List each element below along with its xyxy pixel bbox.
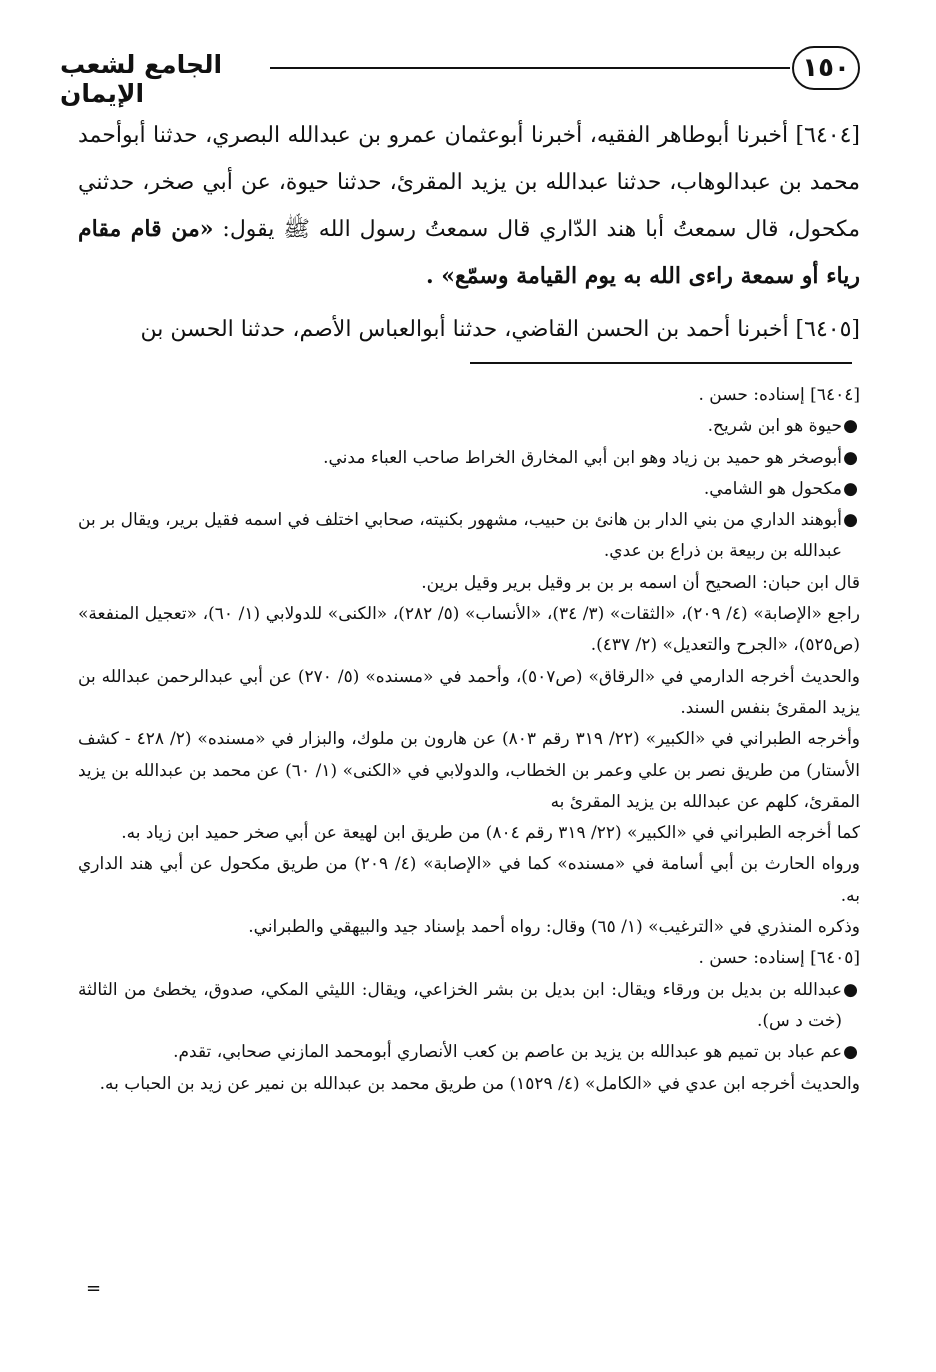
running-title: الجامع لشعب الإيمان bbox=[60, 50, 223, 108]
note-paragraph: كما أخرجه الطبراني في «الكبير» (٢٢/ ٣١٩ رقم ٨٠٤) من طريق ابن لهيعة عن أبي صخر حميد ابن زياد به. bbox=[121, 823, 860, 844]
list-item: ● عبدالله بن بديل بن ورقاء ويقال: ابن بديل بن بشر الخزاعي، ويقال: الليثي المكي، صدوق، يخطئ من الثالثة (خت د س). bbox=[78, 975, 842, 1038]
footnote-divider bbox=[470, 362, 852, 364]
note-paragraph: والحديث أخرجه الدارمي في «الرقاق» (ص٥٠٧)، وأحمد في «مسنده» (٥/ ٢٧٠) عن أبي عبدالرحمن عبدالله بن يزيد المقرئ بنفس السند. bbox=[78, 666, 861, 718]
footnotes bbox=[78, 380, 860, 1100]
hadith-6404 bbox=[78, 112, 860, 300]
hadith-6404-matn: «من قام مقام رياء أو سمعة راءى الله به يوم القيامة وسمّع» . bbox=[78, 216, 860, 289]
note-paragraph: ورواه الحارث بن أبي أسامة في «مسنده» كما في «الإصابة» (٤/ ٢٠٩) من طريق مكحول عن أبي هند الداري به. bbox=[78, 854, 861, 906]
bullet-icon: ● bbox=[843, 447, 858, 468]
hadith-6405: [٦٤٠٥] أخبرنا أحمد بن الحسن القاضي، حدثنا أبوالعباس الأصم، حدثنا الحسن بن bbox=[140, 317, 860, 342]
note-6404-list bbox=[78, 411, 860, 567]
bullet-icon: ● bbox=[843, 510, 858, 531]
note-paragraph: والحديث أخرجه ابن عدي في «الكامل» (٤/ ١٥٢٩) من طريق محمد بن عبدالله بن نمير عن زيد بن الحباب به. bbox=[99, 1073, 860, 1094]
note-6405-heading: [٦٤٠٥] إسناده: حسن . bbox=[698, 948, 860, 969]
list-item: ● أبوهند الداري من بني الدار بن هانئ بن حبيب، مشهور بكنيته، صحابي اختلف في اسمه فقيل برير، ويقال بر بن عبدالله بن ربيعة بن ذراع بن عدي. bbox=[78, 505, 842, 568]
list-item: ● عم عباد بن تميم هو عبدالله بن يزيد بن عاصم بن كعب الأنصاري أبومحمد المازني صحابي، تقدم. bbox=[78, 1037, 842, 1068]
note-paragraph: وأخرجه الطبراني في «الكبير» (٢٢/ ٣١٩ رقم ٨٠٣) عن هارون بن ملوك، والبزار في «مسنده» (٢/ ٤٢٨ - كشف الأستار) من طريق نصر بن علي وعمر بن الخطاب، والدولابي في «الكنى» (١/ ٦٠) عن محمد بن عبدالله بن يزيد المقرئ، كلهم عن عبدالله بن يزيد المقرئ به bbox=[78, 729, 861, 812]
bullet-icon: ● bbox=[843, 979, 858, 1000]
note-paragraph: قال ابن حبان: الصحيح أن اسمه بر بن بر وقيل برير وقيل برين. bbox=[421, 572, 860, 593]
note-paragraph: راجع «الإصابة» (٤/ ٢٠٩)، «الثقات» (٣/ ٣٤)، «الأنساب» (٥/ ٢٨٢)، «الكنى» للدولابي (١/ ٦٠)، «تعجيل المنفعة» (ص٥٢٥)، «الجرح والتعديل» (٢/ ٤٣٧). bbox=[78, 604, 860, 656]
page-number: ١٥٠ bbox=[792, 46, 860, 90]
bullet-icon: ● bbox=[843, 416, 858, 437]
note-6404-heading: [٦٤٠٤] إسناده: حسن . bbox=[698, 385, 860, 405]
bullet-icon: ● bbox=[843, 478, 858, 499]
header-rule bbox=[270, 67, 790, 69]
list-item: ● أبوصخر هو حميد بن زياد وهو ابن أبي المخارق الخراط صاحب العباء مدني. bbox=[78, 443, 842, 474]
note-6405-list bbox=[78, 975, 860, 1069]
main-text bbox=[78, 112, 860, 353]
bullet-icon: ● bbox=[843, 1042, 858, 1063]
list-item: ● حيوة هو ابن شريح. bbox=[78, 411, 842, 442]
list-item: ● مكحول هو الشامي. bbox=[78, 474, 842, 505]
page-header bbox=[60, 42, 860, 108]
hadith-6404-isnad: [٦٤٠٤] أخبرنا أبوطاهر الفقيه، أخبرنا أبوعثمان عمرو بن عبدالله البصري، حدثنا أبوأحمد محمد بن عبدالوهاب، حدثنا عبدالله بن يزيد المقرئ، حدثنا حيوة، عن أبي صخر، حدثني مكحول، قال سمعتُ أبا هند الدّاري قال سمعتُ رسول الله ﷺ يقول: bbox=[78, 123, 860, 242]
note-paragraph: وذكره المنذري في «الترغيب» (١/ ٦٥) وقال: رواه أحمد بإسناد جيد والبيهقي والطبراني. bbox=[248, 917, 860, 938]
continuation-mark: = bbox=[86, 1278, 102, 1299]
